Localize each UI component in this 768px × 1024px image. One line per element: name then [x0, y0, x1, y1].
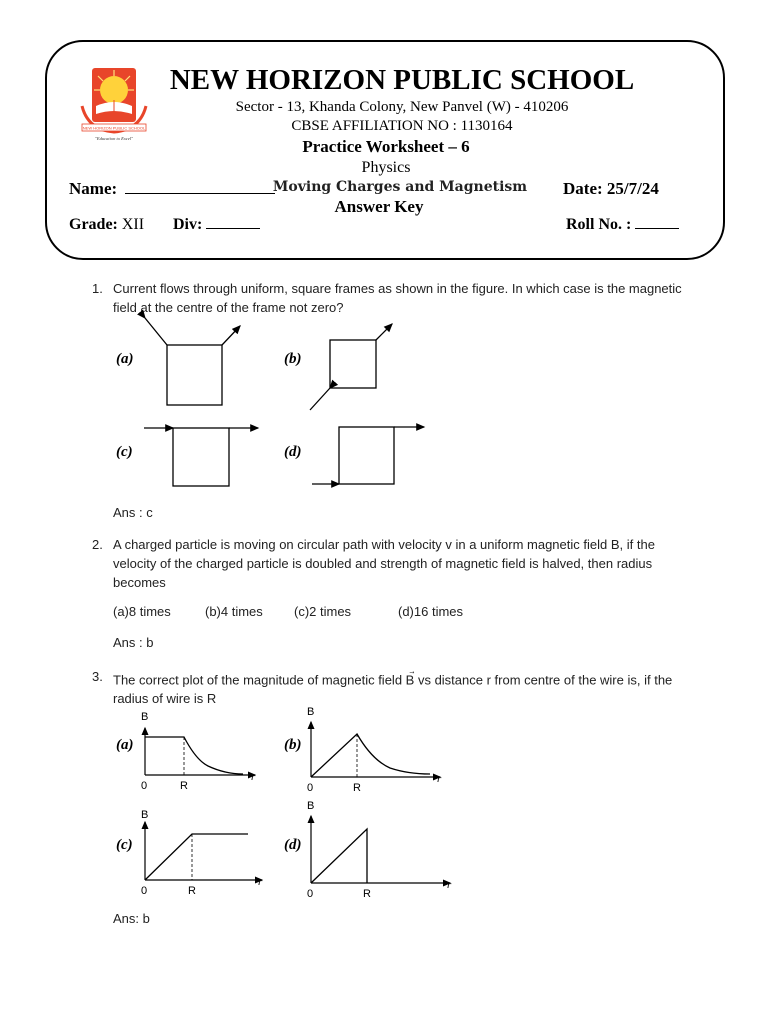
radius-label: R [363, 888, 371, 900]
q1-option-a-label: (a) [116, 351, 134, 367]
chapter-title: Moving Charges and Magnetism [272, 179, 528, 195]
question-number: 2. [92, 537, 103, 552]
question-number: 3. [92, 669, 103, 684]
logo-ring-text: NEW HORIZON PUBLIC SCHOOL [82, 125, 146, 131]
grade-value: XII [121, 216, 145, 233]
q2-answer: Ans : b [113, 635, 154, 650]
field-curve [311, 734, 430, 777]
radius-label: R [353, 782, 361, 794]
answer-key-title: Answer Key [334, 197, 424, 216]
q2-option-b: (b)4 times [205, 604, 263, 619]
axis-label-B: B [307, 706, 315, 718]
q1-option-c-label: (c) [116, 444, 133, 460]
roll-label: Roll No. : [566, 216, 632, 233]
grade-label: Grade: [69, 216, 118, 233]
school-name: NEW HORIZON PUBLIC SCHOOL [169, 64, 635, 96]
origin-label: 0 [307, 888, 314, 900]
q3-graph-a [141, 711, 256, 792]
radius-label: R [188, 885, 196, 897]
question-text: A charged particle is moving on circular path with velocity v in a uniform magnetic field B, if the velocity of the charged particle is doubled and strength of magnetic field is halved, then radius becomes [113, 537, 655, 590]
div-label: Div: [173, 216, 203, 233]
axis-label-r: r [251, 771, 256, 783]
q3-graph-b [307, 706, 442, 794]
worksheet-title: Practice Worksheet – 6 [302, 137, 470, 156]
q2-option-d: (d)16 times [398, 604, 464, 619]
axis-label-r: r [437, 773, 442, 785]
q1-option-b-label: (b) [284, 351, 302, 367]
subject-title: Physics [361, 159, 411, 176]
date-label: Date: 25/7/24 [563, 179, 659, 198]
axis-label-B: B [307, 800, 315, 812]
q3-option-c-label: (c) [116, 837, 133, 853]
question-text: Current flows through uniform, square frames as shown in the figure. In which case is the magnetic field at the centre of the frame not zero? [113, 281, 682, 315]
q2-option-c: (c)2 times [294, 604, 352, 619]
field-curve [145, 737, 243, 774]
axis-label-r: r [447, 879, 452, 891]
radius-label: R [180, 780, 188, 792]
field-curve [311, 829, 367, 883]
q3-option-d-label: (d) [284, 837, 302, 853]
axis-label-B: B [141, 809, 149, 821]
affiliation-number: CBSE AFFILIATION NO : 1130164 [291, 118, 513, 134]
origin-label: 0 [141, 780, 148, 792]
school-address: Sector - 13, Khanda Colony, New Panvel (W) - 410206 [235, 99, 569, 115]
question-text-part-2: vs distance r from centre of the wire is, if the radius of wire is R [113, 672, 673, 707]
q3-graph-d [307, 800, 452, 900]
question-number: 1. [92, 281, 103, 296]
name-label: Name: [69, 179, 118, 198]
q1-answer: Ans : c [113, 505, 153, 520]
q2-option-a: (a)8 times [113, 604, 171, 619]
q3-answer: Ans: b [113, 911, 150, 926]
axis-label-r: r [258, 876, 263, 888]
origin-label: 0 [141, 885, 148, 897]
q3-graph-c [141, 809, 263, 897]
q1-option-d-label: (d) [284, 444, 302, 460]
field-curve [145, 834, 248, 880]
q3-option-a-label: (a) [116, 737, 134, 753]
origin-label: 0 [307, 782, 314, 794]
axis-label-B: B [141, 711, 149, 723]
q3-option-b-label: (b) [284, 737, 302, 753]
logo-motto: "Education to Excel" [94, 136, 134, 141]
question-text-part-1: The correct plot of the magnitude of magnetic field B [113, 672, 415, 688]
